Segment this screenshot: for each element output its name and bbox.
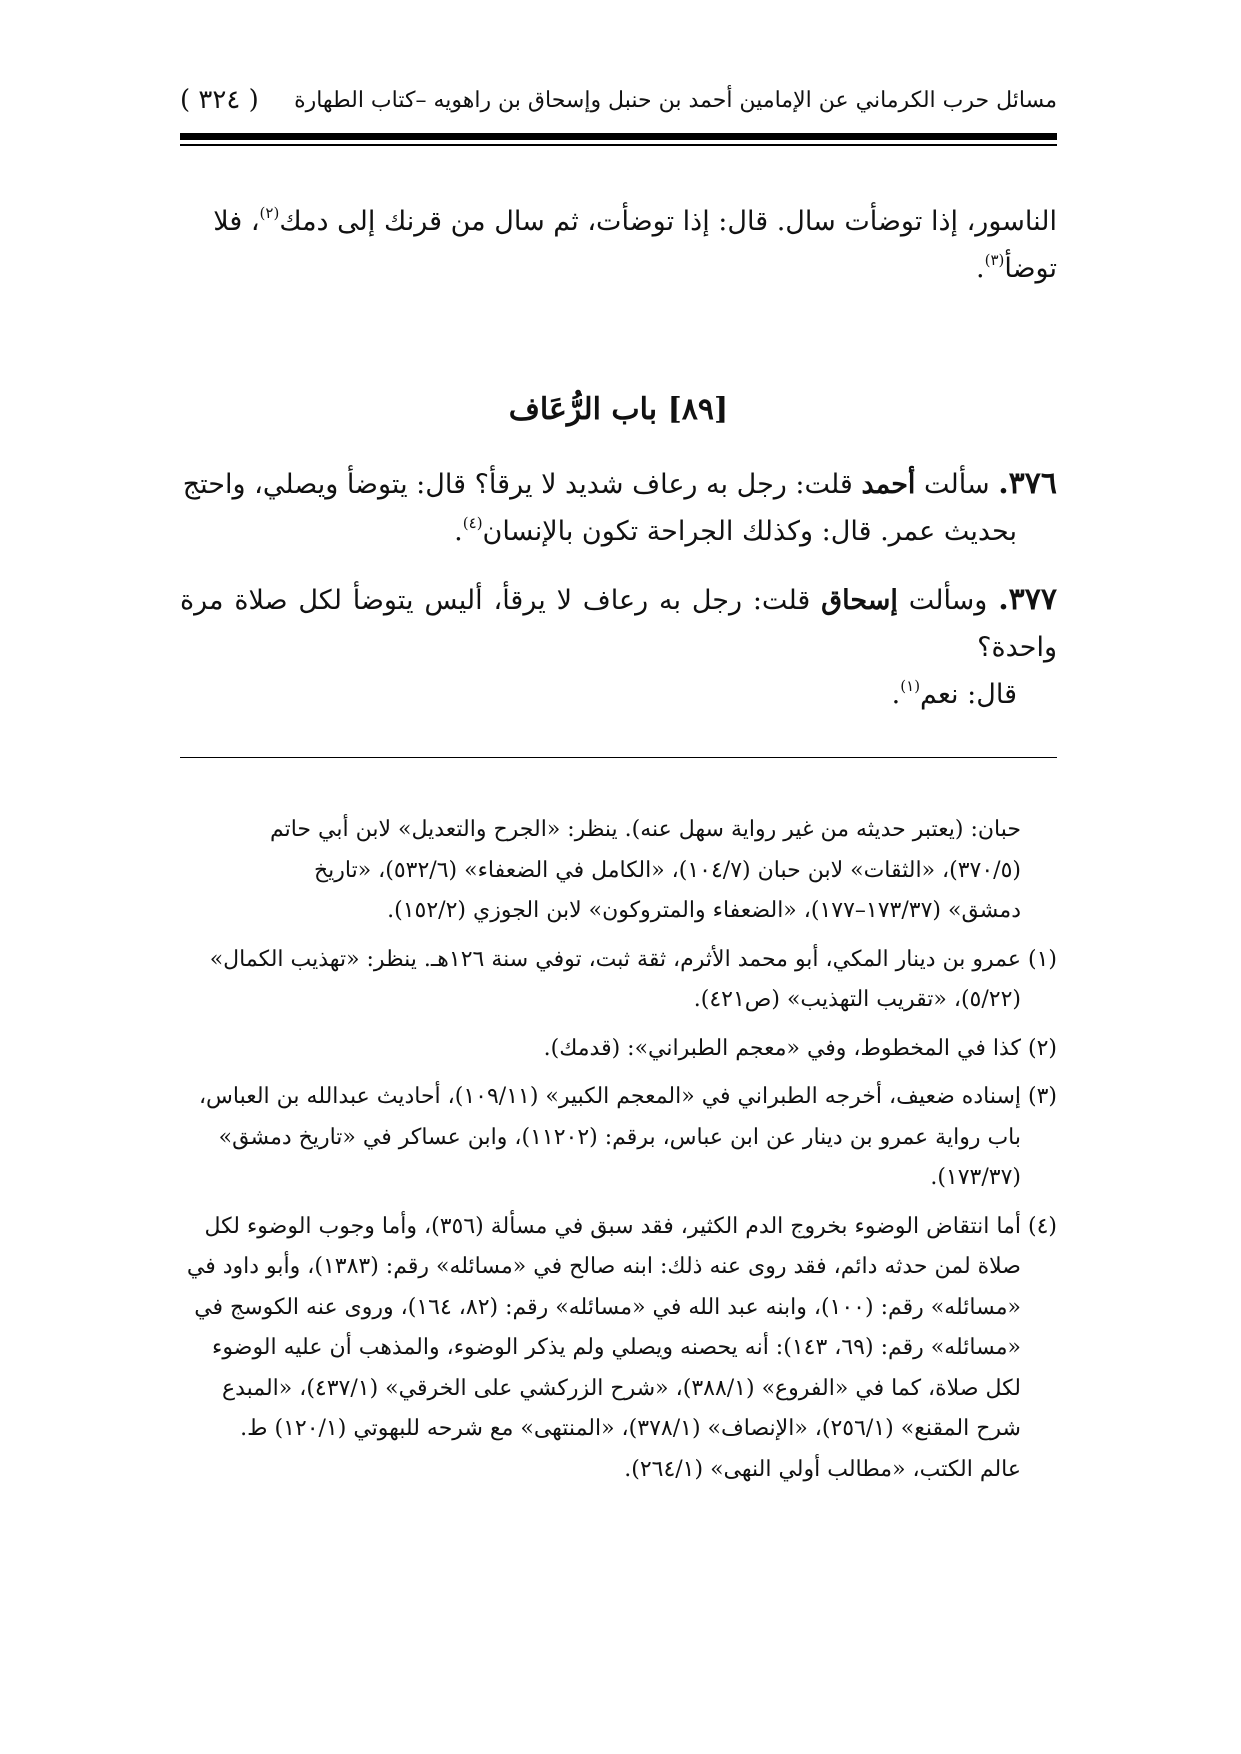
issue-number: ٣٧٧. [998,582,1057,617]
header-rule-thin [180,144,1057,146]
scholar-name: إسحاق [821,585,898,616]
footnote-line: دمشق» (١٧٣/٣٧–١٧٧)، «الضعفاء والمتروكون» لابن الجوزي (١٥٢/٢). [387,898,1021,923]
footnote-1 [180,940,1057,1021]
chapter-title: [٨٩] باب الرُّعَاف [508,392,729,427]
running-header [180,78,1057,122]
footnote-3 [180,1077,1057,1199]
footnote-separator [180,757,1057,758]
paragraph-line [213,206,1057,237]
footnote-line: حبان: (يعتبر حديثه من غير رواية سهل عنه). ينظر: «الجرح والتعديل» لابن أبي حاتم [269,817,1021,842]
footnote-4 [180,1207,1057,1491]
text-run: بحديث عمر. قال: وكذلك الجراحة تكون بالإنسان [482,516,1017,547]
text-run: وسألت [908,585,988,616]
text-run: قلت: رجل به رعاف لا يرقأ، أليس يتوضأ لكل صلاة مرة واحدة؟ [180,585,1057,663]
footnote-line: «مسائله» رقم: (٦٩، ١٤٣): أنه يحصنه ويصلي ولم يذكر الوضوء، والمذهب أن عليه الوضوء [212,1335,1021,1360]
footnote-line: (١٧٣/٣٧). [930,1165,1021,1190]
footnote-continuation [180,810,1057,932]
text-run: . [976,253,985,284]
footnote-line: لكل صلاة، كما في «الفروع» (٣٨٨/١)، «شرح الزركشي على الخرقي» (٤٣٧/١)، «المبدع [221,1375,1021,1401]
text-run: الناسور، إذا توضأت سال. قال: إذا توضأت، ثم سال من قرنك إلى دمك [279,206,1057,237]
footnote-line: (٣) إسناده ضعيف، أخرجه الطبراني في «المعجم الكبير» (١٠٩/١١)، أحاديث عبدالله بن العباس، [198,1084,1057,1109]
footnote-line: صلاة لمن حدثه دائم، فقد روى عنه ذلك: ابنه صالح في «مسائله» رقم: (١٣٨٣)، وأبو داود في [186,1254,1021,1279]
footnote-ref: (١) [900,677,921,695]
continuation-paragraph [180,198,1057,292]
issue-line-2 [180,671,1057,718]
footnote-ref: (٢) [259,204,280,222]
footnote-line: (٣٧٠/٥)، «الثقات» لابن حبان (١٠٤/٧)، «الكامل في الضعفاء» (٥٣٢/٦)، «تاريخ [313,857,1021,883]
footnote-line: عالم الكتب، «مطالب أولي النهى» (٢٦٤/١). [624,1456,1021,1482]
footnote-ref: (٣) [984,251,1005,269]
footnote-line: شرح المقنع» (٢٥٦/١)، «الإنصاف» (٣٧٨/١)، «المنتهى» مع شرحه للبهوتي (١٢٠/١) ط. [240,1416,1021,1441]
scholar-name: أحمد [861,469,916,500]
footnote-line: (٥/٢٢)، «تقريب التهذيب» (ص٤٢١). [693,987,1021,1012]
issue-line-2 [180,508,1057,555]
text-run: ، فلا [213,206,260,237]
text-run: . [454,516,463,547]
text-run: سألت [924,469,990,500]
footnote-line: باب رواية عمرو بن دينار عن ابن عباس، برقم: (١١٢٠٢)، وابن عساكر في «تاريخ دمشق» [218,1124,1021,1150]
issue-number: ٣٧٦. [998,466,1057,501]
text-run: . [891,679,901,710]
footnotes [180,810,1057,1498]
footnote-2 [180,1029,1057,1070]
issue-376 [180,460,1057,555]
issue-377 [180,576,1057,718]
text-run: توضأ [1004,253,1057,284]
page-number: ( ٣٢٤ ) [180,85,259,115]
footnote-line: (١) عمرو بن دينار المكي، أبو محمد الأثرم، ثقة ثبت، توفي سنة ١٢٦هـ. ينظر: «تهذيب الكمال» [209,946,1057,972]
footnote-line: (٢) كذا في المخطوط، وفي «معجم الطبراني»: (قدمك). [543,1035,1057,1061]
running-title: مسائل حرب الكرماني عن الإمامين أحمد بن حنبل وإسحاق بن راهويه –كتاب الطهارة [294,87,1057,113]
footnote-ref: (٤) [462,514,483,532]
header-rule-thick [180,133,1057,140]
paragraph-line [976,253,1057,284]
footnote-line: «مسائله» رقم: (١٠٠)، وابنه عبد الله في «مسائله» رقم: (٨٢، ١٦٤)، وروى عنه الكوسج في [194,1294,1021,1320]
text-run: قال: نعم [920,679,1017,710]
text-run: قلت: رجل به رعاف شديد لا يرقأ؟ قال: يتوضأ ويصلي، واحتج [182,469,853,500]
footnote-line: (٤) أما انتقاض الوضوء بخروج الدم الكثير، فقد سبق في مسألة (٣٥٦)، وأما وجوب الوضوء لكل [204,1213,1057,1239]
